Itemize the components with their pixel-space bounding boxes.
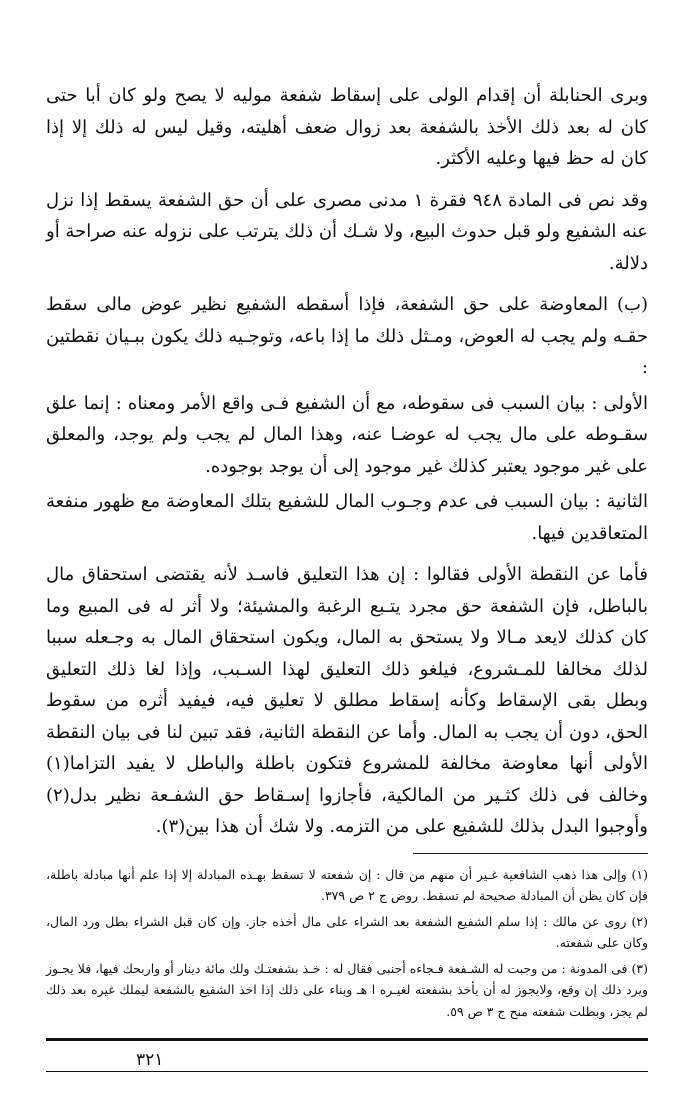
paragraph-article-948: وقد نص فى المادة ٩٤٨ فقرة ١ مدنى مصرى على أن حق الشفعة يسقط إذا نزل عنه الشفيع ولو قبل حدوث البيع، ولا شـك أن ذلك يترتب على نزوله عنه صراحة أو دلالة. <box>46 189 649 274</box>
page-number: ٣٢١ <box>136 1050 164 1070</box>
footnote-1: (١) وإلى هذا ذهب الشافعية غـير أن منهم من قال : إن شفعته لا تسقط بهـذه المبادلة إلا إذا علم أنها مبادلة باطلة، فإن كان يظن أن المبادلة صحيحة لم تسقط. روض ج ٢ ص ٣٧٩. <box>46 866 648 903</box>
bottom-rule-thin <box>46 1071 648 1072</box>
main-text <box>46 80 648 843</box>
footnote-separator <box>413 853 648 854</box>
footnotes <box>46 864 648 1023</box>
paragraph-discussion: فأما عن النقطة الأولى فقالوا : إن هذا التعليق فاسـد لأنه يقتضى استحقاق مال بالباطل، فإن الشفعة حق مجرد يتـبع الرغبة والمشيئة؛ ولا أثر له فى المبيع وما كان كذلك لايعد مـالا ولا يستحق به المال، ويكون استحقاق المال به وجـعله سببا لذلك مخالفا للمـشروع، فيلغو ذلك التعليق لهذا السـبب، وإذا لغا ذلك التعليق وبطل بقى الإسقاط وكأنه إسقاط مطلق لا تعليق فيه، فيفيد أثره من سقوط الحق، دون أن يجب به المال. وأما عن النقطة الثانية، فقد تبين لنا فى بيان النقطة الأولى أنها معاوضة مخالفة للمشروع فتكون باطلة والباطل لا يفيد التزاما(١) وخالف فى ذلك كثـير من المالكية، فأجازوا إسـقاط حق الشفـعة نظير بدل(٢) وأوجبوا البدل بذلك للشفيع على من التزمه. ولا شك أن هذا بين(٣). <box>46 564 648 837</box>
paragraph-second-point: الثانية : بيان السبب فى عدم وجـوب المال للشفيع بتلك المعاوضة مع ظهور منفعة المتعاقدين فيها. <box>46 491 648 544</box>
paragraph-compensation: (ب) المعاوضة على حق الشفعة، فإذا أسقطه الشفيع نظير عوض مالى سقط حقـه ولم يجب له العوض، ومـثل ذلك ما إذا باعه، وتوجـيه ذلك يكون ببـيان نقطتين : <box>46 294 648 378</box>
footnote-2: (٢) روى عن مالك : إذا سلم الشفيع الشفعة بعد الشراء على مال أخذه جاز. وإن كان قبل الشراء بطل ورد المال، وكان على شفعته. <box>46 913 648 950</box>
bottom-rule-thick <box>46 1038 648 1041</box>
paragraph-hanabila: وبرى الحنابلة أن إقدام الولى على إسقاط شفعة موليه لا يصح ولو كان أبا حتى كان له بعد ذلك الأخذ بالشفعة بعد زوال ضعف أهليته، وقيل ليس له ذلك إلا إذا كان له حظ فيها وعليه الأكثر. <box>46 85 649 169</box>
paragraph-first-point: الأولى : بيان السبب فى سقوطه، مع أن الشفيع فـى واقع الأمر ومعناه : إنما علق سقـوطه على مال يجب له عوضـا عنه، وهذا المال لم يجب ولم يوجد، والمعلق على غير موجود يعتبر كذلك غير موجود إلى أن يوجد بوجوده. <box>46 392 648 477</box>
footnote-3: (٣) فى المدونة : من وجبت له الشـفعة فـجاءه أجنبى فقال له : خـذ بشفعتـك ولك مائة دينار أو واربحك فيها، فلا يجـوز ويرد ذلك إن وقع، ولايجوز له أن يأخذ بشفعته لغيـره ا هـ وبناء على ذلك إذا اخذ الشفيع بالشفعة ليملك غيره بعد ذلك لم يجز، وبطلت شفعته منح ج ٣ ص ٥٩. <box>46 960 648 1019</box>
